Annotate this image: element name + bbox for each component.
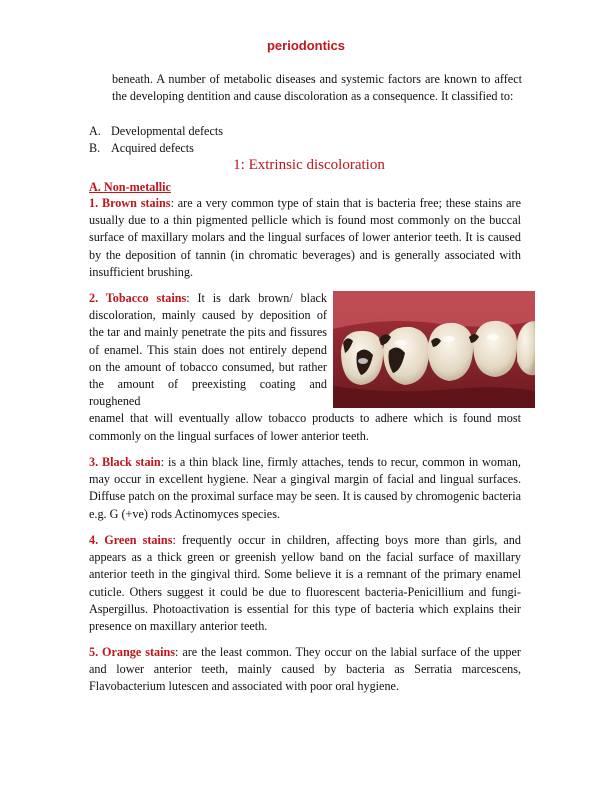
orange-stains-paragraph [89,644,521,696]
section-title: 1: Extrinsic discoloration [233,157,385,173]
stain-term: 5. Orange stains [89,645,176,659]
list-marker: A. [89,124,101,138]
list-marker: B. [89,141,101,155]
black-stain-paragraph [89,454,521,523]
intro-paragraph [112,71,522,105]
page-header: periodontics [266,38,345,53]
stain-term: 2. Tobacco stains [89,291,187,305]
stain-term: 3. Black stain [89,455,161,469]
green-stains-paragraph [89,532,521,635]
stain-text: : is a thin black line, firmly attaches, tends to recur, common in woman, may occur in excellent hygiene. Near a gingival margin of facial and lingual surfaces. Diffuse patch on the proximal surface may be seen. It is caused by chromogenic bacteria e.g. G (+ve) rods Actinomyces species. [89,455,521,521]
stain-term: 1. Brown stains [89,196,171,210]
stain-text: : It is dark brown/ black discoloration, mainly caused by deposition of the tar and mainly penetrate the pits and fissures of enamel. This stain does not entirely depend on the amount of tobacco consumed, but rather the amount of preexisting coating and roughened [89,291,327,409]
stain-text-continued: enamel that will eventually allow tobacco products to adhere which is found most commonly on the lingual surfaces of lower anterior teeth. [89,411,521,443]
tobacco-stain-teeth-photo [333,291,535,408]
stain-text: : frequently occur in children, affecting boys more than girls, and appears as a thick green or greenish yellow band on the facial surface of maxillary anterior teeth in the gingival third. Some believe it is a remnant of the primary enamel cuticle. Others suggest it could be due to fluorescent bacteria-Penicillium and fungi-Aspergillus. Photoactivation is essential for this type of bacteria which explains their presence on maxillary anterior teeth. [89,533,521,634]
list-label: Acquired defects [111,141,194,155]
teeth-illustration [333,291,535,408]
stain-term: 4. Green stains [89,533,173,547]
brown-stains-paragraph [89,195,521,281]
list-item [89,123,223,140]
list-label: Developmental defects [111,124,224,138]
classification-list [89,123,223,157]
intro-text: beneath. A number of metabolic diseases and systemic factors are known to affect the developing dentition and cause discoloration as a consequence. It classified to: [112,72,522,104]
stain-text: : are the least common. They occur on the labial surface of the upper and lower anterior teeth, mainly caused by bacteria as Serratia marcescens, Flavobacterium lutescen and associated with poor oral hygiene. [89,645,521,694]
stain-text: : are a very common type of stain that is bacteria free; these stains are usually due to a thin pigmented pellicle which is found most commonly on the buccal surface of maxillary molars and the lingual surfaces of lower anterior teeth. It is caused by the deposition of tannin (in chromatic beverages) and is generally associated with insufficient brushing. [89,196,521,279]
list-item [89,140,223,157]
subheading-non-metallic: A. Non-metallic [89,180,171,194]
